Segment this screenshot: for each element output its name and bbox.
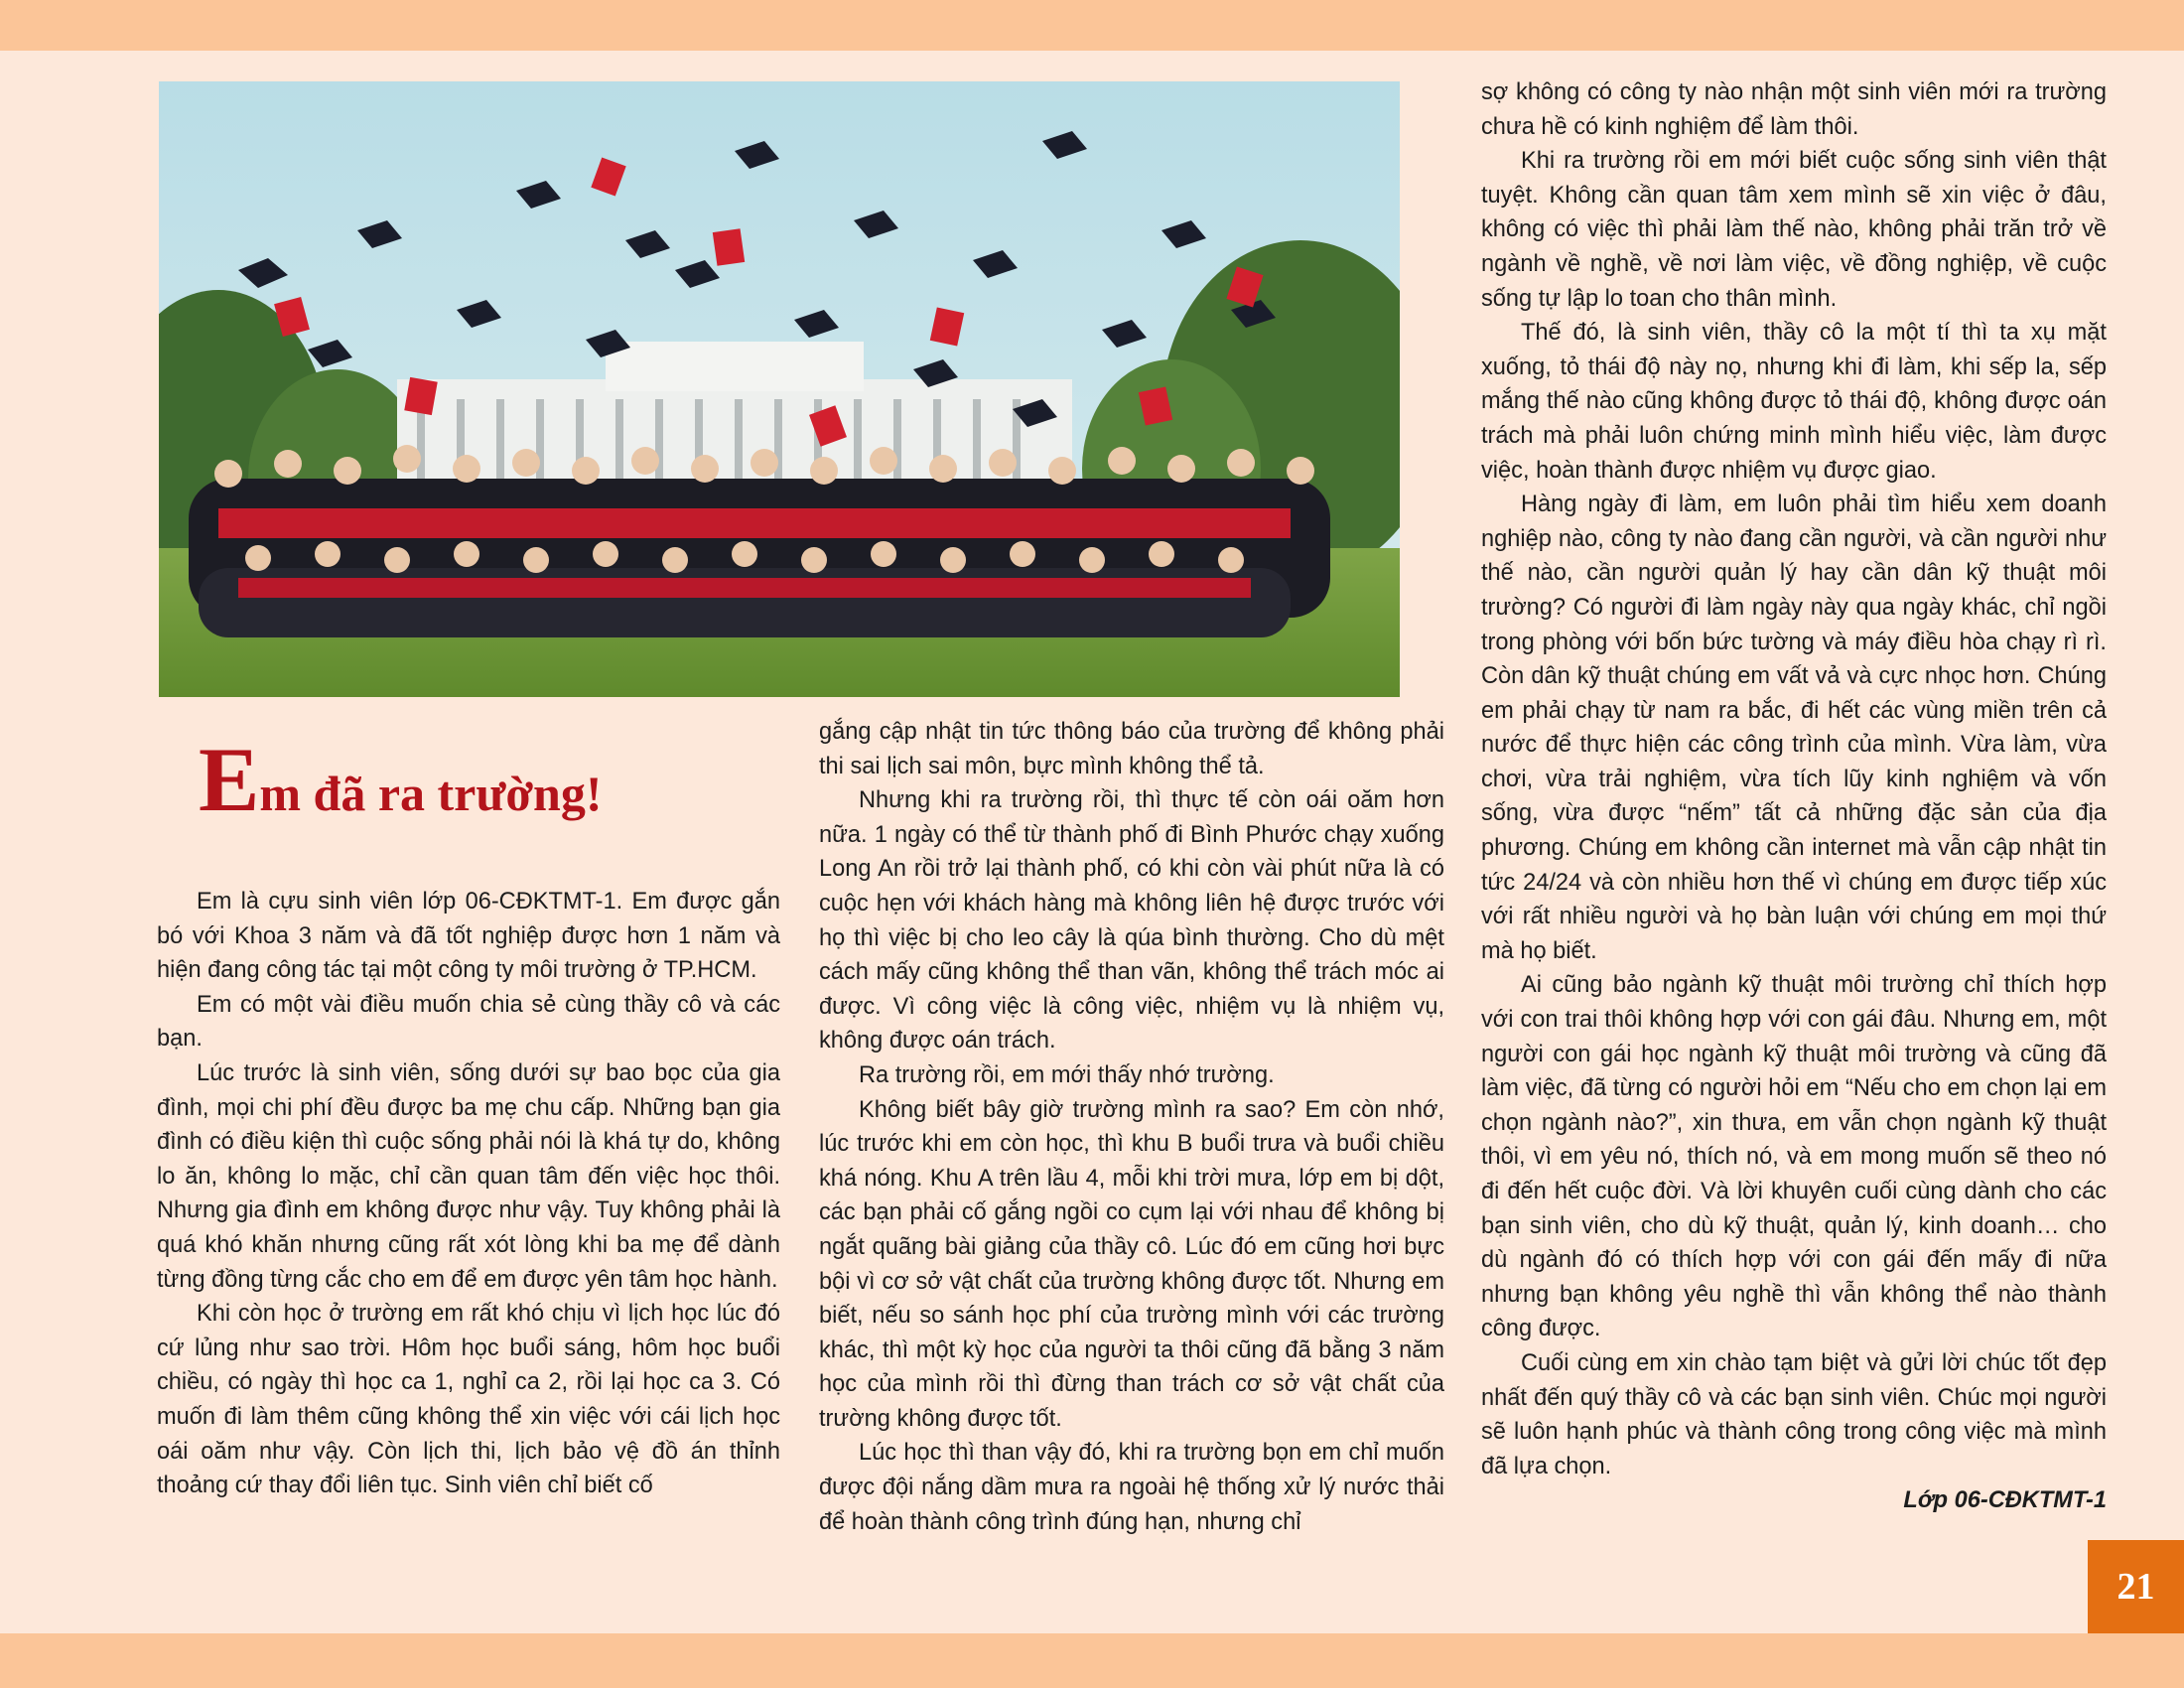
author-signature: Lớp 06-CĐKTMT-1 <box>1903 1487 2107 1514</box>
column-3 <box>1481 75 2107 1518</box>
paragraph: Thế đó, là sinh viên, thầy cô la một tí thì ta xụ mặt xuống, tỏ thái độ này nọ, nhưng khi đi làm, khi sếp la, sếp mắng thế nào cũng không được tỏ thái độ, không được oán trách mà phải luôn chứng minh mình hiểu việc, làm được việc, hoàn thành được nhiệm vụ được giao. <box>1481 320 2107 484</box>
bottom-band <box>0 1633 2184 1688</box>
page-number: 21 <box>2088 1540 2184 1633</box>
paragraph: Hàng ngày đi làm, em luôn phải tìm hiểu xem doanh nghiệp nào, công ty nào đang cần người, và cần người như thế nào, cần người quản lý hay cần dân kỹ thuật môi trường? Có người đi làm ngày này qua ngày khác, chỉ ngồi trong phòng với bốn bức tường và máy điều hòa chạy rì rì. Còn dân kỹ thuật chúng em vất vả và cực nhọc hơn. Chúng em phải chạy từ nam ra bắc, đi hết các vùng miền trên cả nước để thực hiện các công trình của mình. Vừa làm, vừa chơi, vừa trải nghiệm, vừa tích lũy kinh nghiệm và vốn sống, vừa được “nếm” tất cả những đặc sản của địa phương. Chúng em không cần internet mà vẫn cập nhật tin tức 24/24 và còn nhiều hơn thế vì chúng em được tiếp xúc với rất nhiều người và họ bàn luận với chúng em mọi thứ mà họ biết. <box>1481 492 2107 964</box>
paragraph: Nhưng khi ra trường rồi, thì thực tế còn oái oăm hơn nữa. 1 ngày có thể từ thành phố đi Bình Phước chạy xuống Long An rồi trở lại thành phố, có khi còn vài phút nữa là có cuộc hẹn với khách hàng mà không liên hệ được trước với họ thì việc bị cho leo cây là qúa bình thường. Cho dù mệt cách mấy cũng không thể than vãn, không thể trách móc ai được. Vì công việc là công việc, nhiệm vụ là nhiệm vụ, không được oán trách. <box>819 787 1444 1055</box>
paragraph: Lúc trước là sinh viên, sống dưới sự bao bọc của gia đình, mọi chi phí đều được ba mẹ chu cấp. Những bạn gia đình có điều kiện thì cuộc sống phải nói là khá tự do, không lo ăn, không lo mặc, chỉ cần quan tâm đến việc học thôi. Nhưng gia đình em không được như vậy. Tuy không phải là quá khó khăn nhưng cũng rất xót lòng khi ba mẹ để dành từng đồng từng cắc cho em để em được yên tâm học hành. <box>157 1059 780 1293</box>
paragraph: Lúc học thì than vậy đó, khi ra trường bọn em chỉ muốn được đội nắng dầm mưa ra ngoài hệ thống xử lý nước thải để hoàn thành công trình đúng hạn, nhưng chỉ <box>819 1440 1444 1535</box>
paragraph: Ra trường rồi, em mới thấy nhớ trường. <box>859 1061 1275 1088</box>
title-drop-cap: E <box>199 729 260 830</box>
top-band <box>0 0 2184 51</box>
paragraph: Ai cũng bảo ngành kỹ thuật môi trường chỉ thích hợp với con trai thôi không hợp với con gái đâu. Nhưng em, một người con gái học ngành kỹ thuật môi trường và cũng đã làm việc, đã từng có người hỏi em “Nếu cho em chọn lại em chọn ngành nào?”, xin thưa, em vẫn chọn ngành kỹ thuật thôi, vì em yêu nó, thích nó, và em mong muốn sẽ theo nó đi đến hết cuộc đời. Và lời khuyên cuối cùng dành cho các bạn sinh viên, cho dù kỹ thuật, quản lý, kinh doanh… cho dù ngành đó có thích hợp với con gái đến mấy đi nữa nhưng bạn không yêu nghề thì vẫn không thể nào thành công được. <box>1481 972 2107 1342</box>
article-title <box>199 730 774 829</box>
paragraph-continued: gắng cập nhật tin tức thông báo của trường để không phải thi sai lịch sai môn, bực mình không thể tả. <box>819 719 1444 779</box>
column-2 <box>819 715 1444 1539</box>
paragraph-continued: sợ không có công ty nào nhận một sinh viên mới ra trường chưa hề có kinh nghiệm để làm thôi. <box>1481 79 2107 140</box>
paragraph: Em là cựu sinh viên lớp 06-CĐKTMT-1. Em được gắn bó với Khoa 3 năm và đã tốt nghiệp được hơn 1 năm và hiện đang công tác tại một công ty môi trường ở TP.HCM. <box>157 889 780 984</box>
paragraph: Cuối cùng em xin chào tạm biệt và gửi lời chúc tốt đẹp nhất đến quý thầy cô và các bạn sinh viên. Chúc mọi người sẽ luôn hạnh phúc và thành công trong công việc mà mình đã lựa chọn. <box>1481 1349 2107 1479</box>
column-1 <box>157 885 780 1503</box>
paragraph: Em có một vài điều muốn chia sẻ cùng thầy cô và các bạn. <box>157 991 780 1053</box>
graduation-photo <box>159 81 1400 697</box>
paragraph: Khi ra trường rồi em mới biết cuộc sống sinh viên thật tuyệt. Không cần quan tâm xem mình sẽ xin việc ở đâu, không có việc thì phải làm thế nào, không phải trăn trở về ngành về nghề, về nơi làm việc, về đồng nghiệp, về cuộc sống tự lập lo toan cho thân mình. <box>1481 148 2107 312</box>
title-rest: m đã ra trường! <box>259 766 603 821</box>
paragraph: Khi còn học ở trường em rất khó chịu vì lịch học lúc đó cứ lủng như sao trời. Hôm học buổi sáng, hôm học buổi chiều, có ngày thì học ca 1, nghỉ ca 2, rồi lại học ca 3. Có muốn đi làm thêm cũng không thể xin việc với cái lịch học oái oăm như vậy. Còn lịch thi, lịch bảo vệ đồ án thỉnh thoảng cứ thay đổi liên tục. Sinh viên chỉ biết cố <box>157 1301 780 1499</box>
paragraph: Không biết bây giờ trường mình ra sao? Em còn nhớ, lúc trước khi em còn học, thì khu B buổi trưa và buổi chiều khá nóng. Khu A trên lầu 4, mỗi khi trời mưa, lớp em bị dột, các bạn phải cố gắng ngồi co cụm lại với nhau để không bị ngắt quãng bài giảng của thầy cô. Lúc đó em cũng hơi bực bội vì cơ sở vật chất của trường không được tốt. Nhưng em biết, nếu so sánh học phí của trường mình với các trường khác, thì một kỳ học của người ta thôi cũng đã bằng 3 năm học của mình rồi thì đừng than trách cơ sở vật chất của trường không được tốt. <box>819 1096 1444 1432</box>
